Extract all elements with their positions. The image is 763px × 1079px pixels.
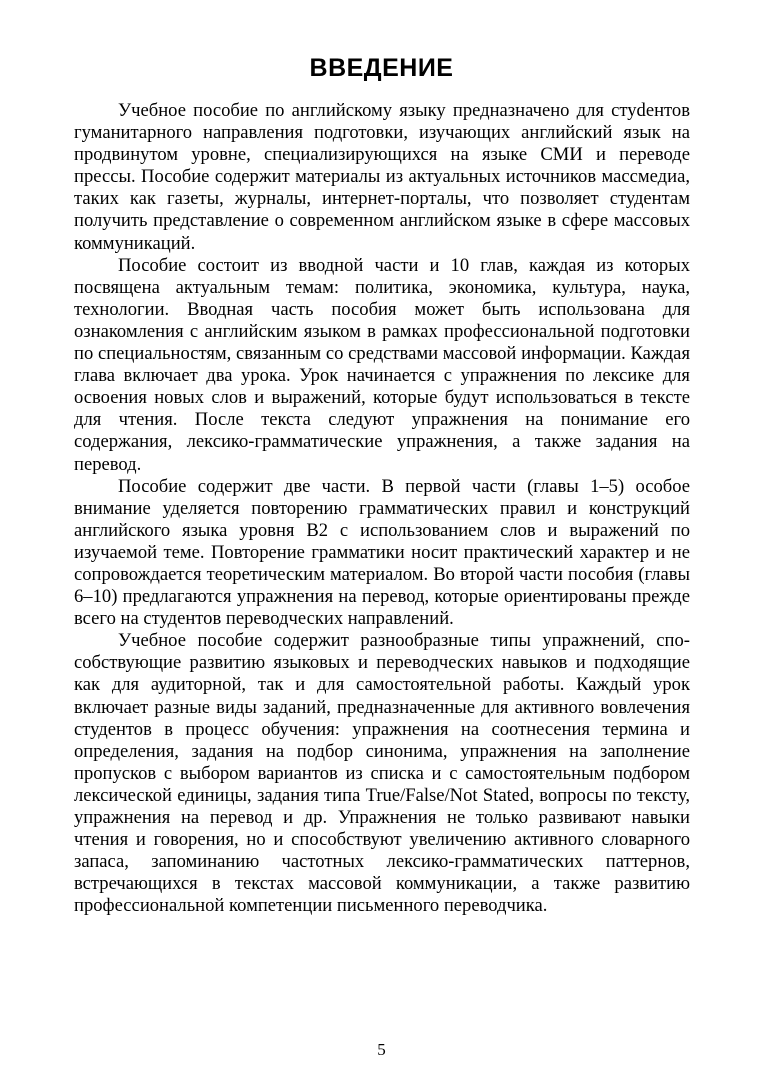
paragraph-4: Учебное пособие содержит разнообразные типы упражнений, способствующие развитию языковых и переводческих навыков и подходящие как для аудиторной, так и для самостоятельной работы. Каждый урок включает разные виды заданий, предназначенные для активного вовлечения студентов в процесс обучения: упражнения на соотнесения термина и определения, задания на подбор синонима, упражнения на заполнение пропусков с выбором вариантов из списка и с самостоятельным подбором лексической единицы, задания типа True/False/Not Stated, вопросы по тексту, упражнения на перевод и др. Упражнения не только развивают навыки чтения и говорения, но и способствуют увеличению активного словарного запаса, запоминанию частотных лексико-грамматических паттернов, встречающихся в текстах массовой коммуникации, а также развитию профессиональной компетенции письменного переводчика. (74, 630, 690, 917)
paragraph-2: Пособие состоит из вводной части и 10 глав, каждая из которых посвящена актуальным темам: политика, экономика, культура, наука, технологии. Вводная часть пособия может быть использована для ознакомления с английским языком в рамках профессиональной подготовки по специальностям, связанным со средствами массовой информации. Каждая глава включает два урока. Урок начинается с упражнения по лексике для освоения новых слов и выражений, которые будут использоваться в тексте для чтения. После текста следуют упражнения на понимание его содержания, лексико-грамматические упражнения, а также задания на перевод. (74, 254, 690, 475)
page-number: 5 (377, 1040, 386, 1059)
paragraph-3: Пособие содержит две части. В первой части (главы 1–5) особое внимание уделяется повторению грамматических правил и конструкций английского языка уровня B2 с использованием слов и выражений по изучаемой теме. Повторение грамматики носит практический характер и не сопровождается теоретическим материалом. Во второй части пособия (главы 6–10) предлагаются упражнения на перевод, которые ориентированы прежде всего на студентов переводческих направлений. (74, 475, 690, 630)
paragraph-1: Учебное пособие по английскому языку предназначено для стуdентов гуманитарного направления подготовки, изучающих английский язык на продвинутом уровне, специализирующихся на языке СМИ и переводе прессы. Пособие содержит материалы из актуальных источников массмедиа, таких как газеты, журналы, интернет-порталы, что позволяет студентам получить представление о современном английском языке в сфере массовых коммуникаций. (74, 100, 690, 254)
body-text (74, 100, 690, 917)
page-title: ВВЕДЕНИЕ (309, 54, 454, 82)
